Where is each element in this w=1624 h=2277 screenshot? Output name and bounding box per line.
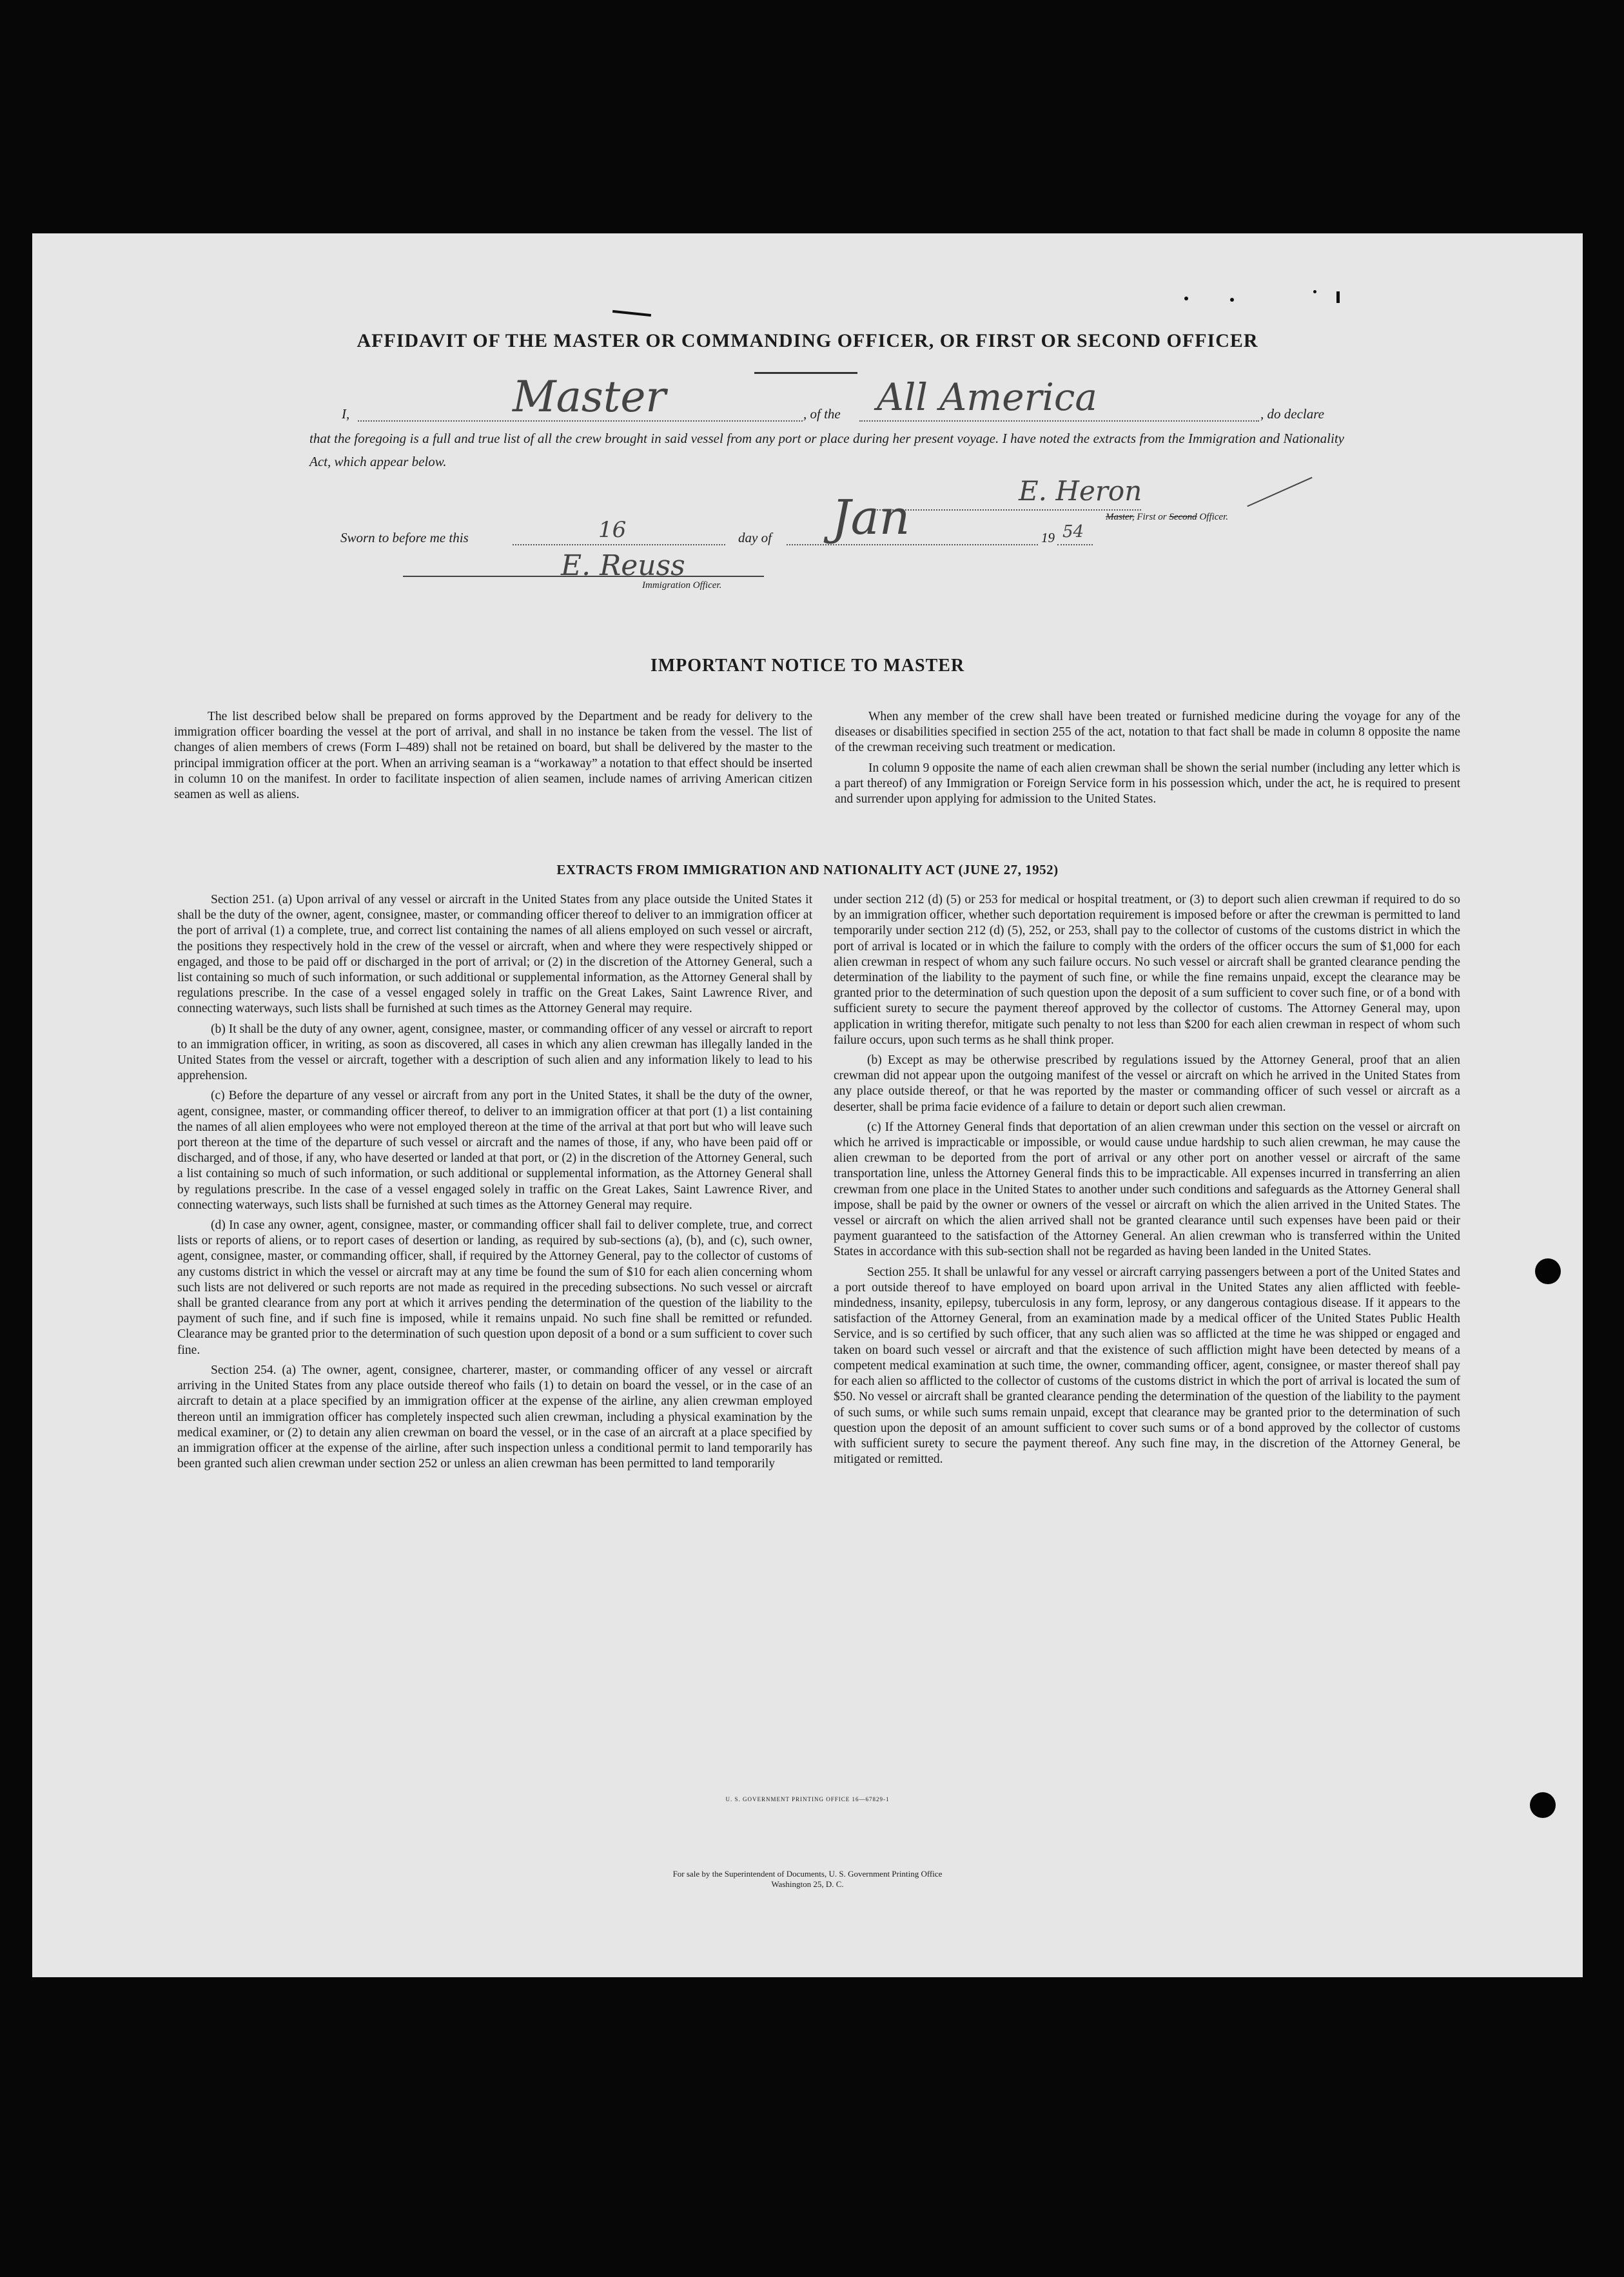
officer-title-second-struck: Second <box>1169 512 1197 522</box>
extract-paragraph: (c) Before the departure of any vessel or aircraft from any port in the United States, it shall be the duty of the owner, agent, consignee, master, or commanding officer thereof, to deliver to an immigration officer at that port (1) a list containing the names of all alien employees who were not employed thereon at the time of the arrival at that port but who will leave such port thereon at the time of the departure of such vessel or aircraft and the names of those, if any, who have been paid off or discharged, and of those, if any, who have deserted or landed at that port, or (2) in the discretion of the Attorney General, such a list containing so much of such information, or such additional or supplemental information, as the Attorney General shall by regulations prescribe. In the case of a vessel engaged solely in traffic on the Great Lakes, Saint Lawrence River, and connecting waterways, such lists shall be furnished at such times as the Attorney General may require. <box>177 1089 812 1212</box>
affidavit-title: AFFIDAVIT OF THE MASTER OR COMMANDING OFFICER, OR FIRST OR SECOND OFFICER <box>357 330 1258 351</box>
day-blank <box>513 544 725 545</box>
year-blank <box>1057 544 1093 545</box>
officer-title-end: Officer. <box>1197 512 1229 522</box>
handwritten-day: 16 <box>598 517 627 543</box>
punch-hole <box>1530 1792 1556 1818</box>
ink-mark <box>612 310 651 317</box>
extracts-right-column <box>834 892 1460 1472</box>
notice-right-column <box>835 709 1460 812</box>
printing-office-line: U. S. GOVERNMENT PRINTING OFFICE 16—67829-1 <box>725 1796 890 1803</box>
i-label: I, <box>342 406 350 422</box>
extracts-left-column <box>177 892 812 1476</box>
month-blank <box>787 544 1038 545</box>
of-the-label: , of the <box>803 406 841 422</box>
officer-title-mid: First or <box>1134 512 1169 522</box>
ink-mark <box>1336 291 1340 303</box>
immigration-officer-label: Immigration Officer. <box>642 580 722 591</box>
title-rule <box>754 372 857 374</box>
extracts-title: EXTRACTS FROM IMMIGRATION AND NATIONALITY ACT (JUNE 27, 1952) <box>556 862 1059 877</box>
ink-mark <box>1230 298 1234 302</box>
handwritten-year: 54 <box>1062 522 1084 542</box>
extract-paragraph: Section 255. It shall be unlawful for any vessel or aircraft carrying passengers between a port of the United States and a port outside thereof to have employed on board upon arrival in the United States any alien afflicted with feeble-mindedness, insanity, epilepsy, tuberculosis in any form, leprosy, or any dangerous contagious disease. If it appears to the satisfaction of the Attorney General, from an examination made by a medical officer of the United States Public Health Service, and is so certified by such officer, that any such alien was so afflicted at the time he was shipped or engaged and taken on board such vessel or aircraft and that the existence of such affliction might have been detected by means of a competent medical examination at such time, the owner, commanding officer, agent, consignee, or master thereof shall pay for each alien so afflicted to the collector of customs of the customs district in which the port of arrival is located the sum of $50. No vessel or aircraft shall be granted clearance pending the determination of the question of the liability to the payment of such sums, or while such sums remain unpaid, except that clearance may be granted prior to the determination of such question upon the deposit of an amount sufficient to cover such sums or of a bond approved by the collector of customs with sufficient surety to secure the payment thereof. Any such fine may, in the discretion of the Attorney General, be mitigated or remitted. <box>834 1265 1460 1467</box>
officer-title <box>1106 512 1228 523</box>
punch-hole <box>1535 1258 1561 1284</box>
handwritten-signature: E. Heron <box>1019 475 1142 507</box>
handwritten-name: Master <box>513 372 666 422</box>
sale-line-2: Washington 25, D. C. <box>771 1879 844 1889</box>
vessel-blank <box>859 420 1259 422</box>
handwritten-officer-signature: E. Reuss <box>561 549 685 582</box>
ink-mark <box>1313 290 1316 293</box>
signature-blank <box>877 509 1141 511</box>
year-prefix: 19 <box>1041 530 1055 545</box>
extract-paragraph: Section 254. (a) The owner, agent, consignee, charterer, master, or commanding officer of any vessel or aircraft arriving in the United States from any place outside thereof who fails (1) to detain on board the vessel, or in the case of an aircraft to detain at a place specified by an immigration officer at the expense of the airline, any alien crewman employed thereon until an immigration officer has completely inspected such alien crewman, including a physical examination by the medical examiner, or (2) to detain any alien crewman on board the vessel, or in the case of an aircraft at a place specified by an immigration officer at the expense of the airline, after such inspection unless a conditional permit to land temporarily has been granted such alien crewman under section 252 or unless an alien crewman has been permitted to land temporarily <box>177 1363 812 1471</box>
extract-paragraph: (b) It shall be the duty of any owner, agent, consignee, master, or commanding officer of any vessel or aircraft to report to an immigration officer, in writing, as soon as discovered, all cases in which any alien crewman has illegally landed in the United States from the vessel or aircraft, together with a description of such alien and any information likely to lead to his apprehension. <box>177 1022 812 1083</box>
extract-paragraph: under section 212 (d) (5) or 253 for medical or hospital treatment, or (3) to deport such alien crewman if required to do so by an immigration officer, whether such deportation requirement is imposed before or after the crewman is permitted to land temporarily under section 212 (d) (5), 252, or 253, shall pay to the collector of customs of the customs district in which the port of arrival is located or in which the failure to comply with the orders of the officer occurs the sum of $1,000 for each alien crewman in respect of whom any such failure occurs. No such vessel or aircraft shall be granted clearance pending the determination of the liability to the payment of such fine, or while the fine remains unpaid, except the clearance may be granted prior to the determination of such question upon the deposit of a sum sufficient to cover such fine, or of a bond with sufficient surety to secure the payment thereof approved by the collector of customs. The Attorney General may, upon application in writing therefor, mitigate such penalty to not less than $200 for each alien crewman in respect of whom such failure occurs, upon such terms as he shall think proper. <box>834 893 1460 1047</box>
form-sheet <box>32 233 1583 1977</box>
declaration-text: that the foregoing is a full and true list of all the crew brought in said vessel from any port or place during her present voyage. I have noted the extracts from the Immigration and Nationality Act, which appear below. <box>309 431 1344 469</box>
extract-paragraph: Section 251. (a) Upon arrival of any vessel or aircraft in the United States from any place outside the United States it shall be the duty of the owner, agent, consignee, master, or commanding officer thereof to deliver to an immigration officer at the port of arrival (1) a complete, true, and correct list containing the names of all aliens employed on such vessel or aircraft, the positions they respectively hold in the crew of the vessel or aircraft, when and where they were respectively shipped or engaged, and those to be paid off or discharged in the port of arrival; or (2) in the discretion of the Attorney General, such a list containing so much of such information, or such additional or supplemental information, as the Attorney General shall by regulations prescribe. In the case of a vessel engaged solely in traffic on the Great Lakes, Saint Lawrence River, and connecting waterways, such lists shall be furnished at such times as the Attorney General may require. <box>177 893 812 1016</box>
handwritten-vessel: All America <box>877 375 1097 419</box>
officer-title-master-struck: Master, <box>1106 512 1135 522</box>
notice-paragraph: The list described below shall be prepared on forms approved by the Department and be ready for delivery to the immigration officer boarding the vessel at the port of arrival, and shall in no instance be taken from the vessel. The list of changes of alien members of crews (Form I–489) shall not be retained on board, but shall be delivered by the master to the principal immigration officer at the port. When an arriving seaman is a “workaway” a notation to that effect should be inserted in column 10 on the manifest. In order to facilitate inspection of alien seamen, include names of arriving American citizen seamen as well as aliens. <box>174 710 812 802</box>
extract-paragraph: (c) If the Attorney General finds that deportation of an alien crewman under this section on the vessel or aircraft on which he arrived is impracticable or impossible, or would cause undue hardship to such alien crewman, he may cause the alien crewman to be deported from the port of arrival or any other port on another vessel or aircraft of the same transportation line, unless the Attorney General finds this to be impracticable. All expenses incurred in transferring an alien crewman from one place in the United States to another under such conditions and safeguards as the Attorney General shall impose, shall be paid by the owner or owners of the vessel or aircraft on which the alien arrived in the United States. The vessel or aircraft on which the alien arrived shall not be granted clearance until such expenses have been paid or their payment guaranteed to the satisfaction of the Attorney General. An alien crewman who is transferred within the United States in accordance with this sub-section shall not be regarded as having been landed in the United States. <box>834 1120 1460 1259</box>
sale-line-1: For sale by the Superintendent of Documents, U. S. Government Printing Office <box>672 1869 943 1879</box>
notice-left-column <box>174 709 812 807</box>
signature-stroke <box>1247 477 1312 507</box>
notice-paragraph: In column 9 opposite the name of each alien crewman shall be shown the serial number (including any letter which is a part thereof) of any Immigration or Foreign Service form in his possession which, under the act, he is required to present and surrender upon applying for admission to the United States. <box>835 761 1460 806</box>
extract-paragraph: (d) In case any owner, agent, consignee, master, or commanding officer shall fail to deliver complete, true, and correct lists or reports of aliens, or to report cases of desertion or landing, as required by sub-sections (a), (b), and (c), such owner, agent, consignee, master, or commanding officer, shall, if required by the Attorney General, pay to the collector of customs of any customs district in which the vessel or aircraft may at any time be found the sum of $10 for each alien concerning whom such lists are not delivered or such reports are not made as required in the preceding subsections. No such vessel or aircraft shall be granted clearance from any port at which it arrives pending the determination of the question of the liability to the payment of such fine, and if such fine is imposed, while it remains unpaid. No such fine shall be remitted or refunded. Clearance may be granted prior to the determination of such question upon deposit of a bond or a sum sufficient to cover such fine. <box>177 1218 812 1357</box>
notice-paragraph: When any member of the crew shall have been treated or furnished medicine during the voyage for any of the diseases or disabilities specified in section 255 of the act, notation to that fact shall be made in column 8 opposite the name of the crewman receiving such treatment or medication. <box>835 710 1460 755</box>
ink-mark <box>1184 297 1188 300</box>
sworn-label: Sworn to before me this <box>340 530 469 545</box>
handwritten-month: Jan <box>832 490 910 545</box>
notice-title: IMPORTANT NOTICE TO MASTER <box>650 656 965 676</box>
day-of-label: day of <box>738 530 772 545</box>
extract-paragraph: (b) Except as may be otherwise prescribed by regulations issued by the Attorney General, proof that an alien crewman did not appear upon the outgoing manifest of the vessel or aircraft on which he arrived in the United States from any place outside thereof, or that he was reported by the master or commanding officer of such vessel or aircraft as a deserter, shall be prima facie evidence of a failure to detain or deport such alien crewman. <box>834 1053 1460 1114</box>
do-declare-label: , do declare <box>1260 406 1324 422</box>
